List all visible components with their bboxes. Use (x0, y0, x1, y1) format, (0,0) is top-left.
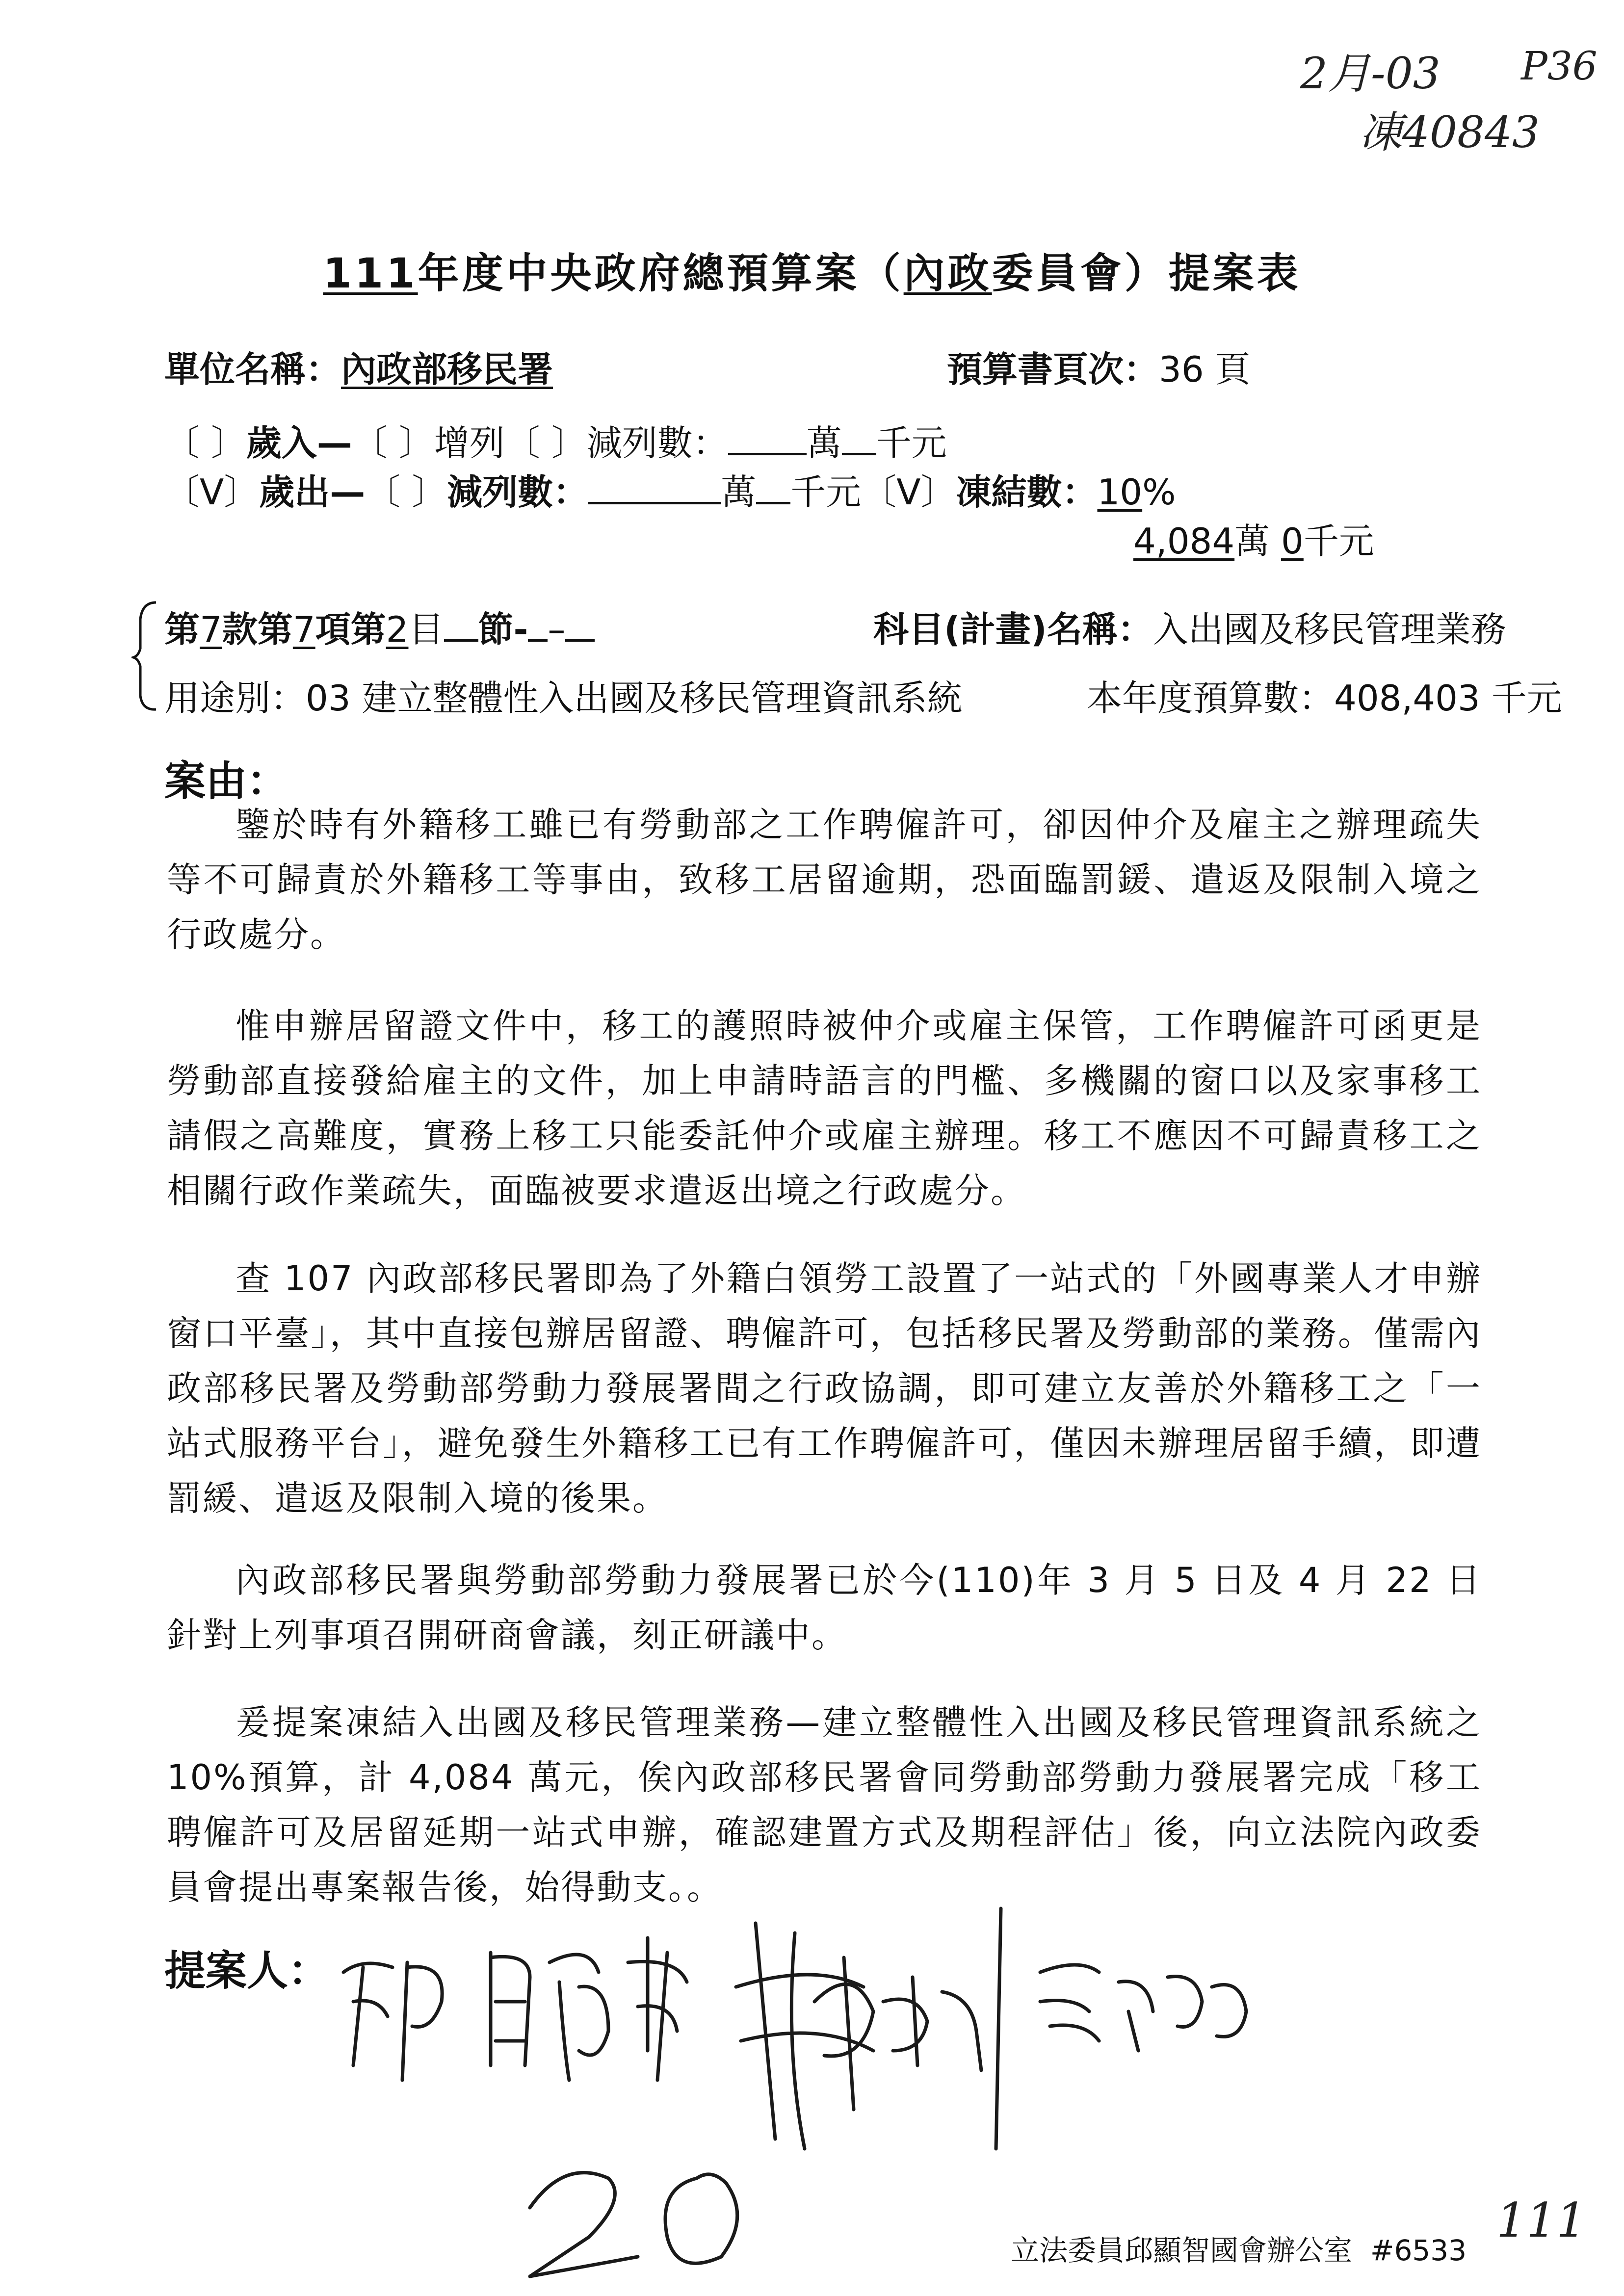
freeze-qian-unit: 千元 (1303, 521, 1374, 562)
paragraph-2: 惟申辦居留證文件中，移工的護照時被仲介或雇主保管，工作聘僱許可函更是勞動部直接發給雇主的文件，加上申請時語言的門檻、多機關的窗口以及家事移工請假之高難度，實務上移工只能委託仲介或雇主辦理。移工不應因不可歸責移工之相關行政作業疏失，面臨被要求遣返出境之行政處分。 (167, 1006, 1482, 1211)
jie-blank-3 (565, 610, 595, 642)
title-post: 委員會）提案表 (992, 249, 1301, 297)
title-committee: 內政 (903, 249, 992, 297)
item-row (164, 601, 595, 652)
unit-value: 內政部移民署 (341, 349, 553, 390)
footer-office (1011, 2227, 1467, 2269)
expenditure-wan: 萬 (721, 471, 757, 513)
revenue-decrease-label: 減列數： (586, 422, 728, 464)
revenue-wan-blank (728, 423, 807, 455)
revenue-row (164, 415, 947, 466)
revenue-label: 歲入— (246, 422, 352, 464)
expenditure-decrease-checkbox: 〔 〕 (365, 471, 447, 513)
mu-label: 目 (408, 609, 444, 650)
mu-number: 2 (386, 609, 409, 650)
freeze-amount-row (1133, 513, 1374, 564)
paragraph-1: 鑒於時有外籍移工雖已有勞動部之工作聘僱許可，卻因仲介及雇主之辦理疏失等不可歸責於外籍移工等事由，致移工居留逾期，恐面臨罰鍰、遣返及限制入境之行政處分。 (167, 805, 1482, 955)
footer-handwritten-mark: 111 (1496, 2193, 1587, 2248)
freeze-amount-wan: 4,084 (1133, 521, 1235, 562)
subject-value: 入出國及移民管理業務 (1153, 609, 1506, 650)
page-label: 預算書頁次： (947, 349, 1159, 390)
subject-label: 科目(計畫)名稱： (873, 609, 1153, 650)
expenditure-row (164, 464, 1176, 515)
unit-label: 單位名稱： (164, 349, 341, 390)
budget-page-row (947, 341, 1251, 392)
revenue-qian-blank (842, 423, 876, 455)
use-label: 用途別： (164, 678, 306, 719)
freeze-percent: 10 (1097, 471, 1143, 513)
footer-code: #6533 (1370, 2234, 1467, 2267)
signature-number: 20 (530, 2154, 555, 2176)
revenue-increase-checkbox: 〔 〕 (352, 422, 434, 464)
subject-row (873, 601, 1506, 652)
freeze-wan-unit: 萬 (1234, 521, 1270, 562)
xiang-number: 7 (292, 609, 315, 650)
handwritten-annotation-page: P36 (1521, 43, 1598, 89)
footer-office-name: 立法委員邱顯智國會辦公室 (1011, 2234, 1353, 2267)
revenue-qian: 千元 (876, 422, 947, 464)
jie-blank-2 (528, 610, 548, 642)
title-pre: 年度中央政府總預算案（ (418, 249, 904, 297)
budget-label: 本年度預算數： (1087, 678, 1335, 719)
handwritten-annotation-date: 2月-03 (1300, 48, 1441, 99)
unit-row (164, 341, 553, 392)
expenditure-qian-blank (756, 472, 790, 504)
brace-bracket (131, 600, 161, 712)
budget-row (1087, 670, 1562, 721)
expenditure-label: 歲出— (259, 471, 366, 513)
expenditure-decrease-label: 減列數： (447, 471, 589, 513)
budget-value: 408,403 千元 (1334, 678, 1562, 719)
revenue-decrease-checkbox: 〔 〕 (504, 422, 587, 464)
page-title (0, 240, 1624, 300)
use-value: 03 建立整體性入出國及移民管理資訊系統 (306, 678, 963, 719)
paragraph-5: 爰提案凍結入出國及移民管理業務—建立整體性入出國及移民管理資訊系統之 10%預算，計 4,084 萬元，俟內政部移民署會同勞動部勞動力發展署完成「移工聘僱許可及居留延期一站式申辦，確認建置方式及期程評估」後，向立法院內政委員會提出專案報告後，始得動支。。 (167, 1702, 1482, 1907)
freeze-percent-sign: % (1142, 471, 1176, 513)
kuan-prefix: 第 (164, 609, 200, 650)
kuan-label: 款第 (222, 609, 293, 650)
jie-blank (444, 610, 478, 642)
title-year: 111 (323, 249, 418, 297)
revenue-increase-label: 增列 (434, 422, 505, 464)
revenue-wan: 萬 (806, 422, 842, 464)
revenue-checkbox: 〔 〕 (164, 422, 246, 464)
paragraph-4: 內政部移民署與勞動部勞動力發展署已於今(110)年 3 月 5 日及 4 月 22 日針對上列事項召開研商會議，刻正研議中。 (167, 1560, 1482, 1655)
kuan-number: 7 (200, 609, 222, 650)
reason-heading: 案由： (164, 757, 288, 805)
freeze-amount-qian: 0 (1281, 521, 1304, 562)
handwritten-annotation-freeze: 凍40843 (1359, 107, 1540, 157)
freeze-label: 凍結數： (956, 471, 1098, 513)
proposer-label: 提案人： (164, 1947, 330, 1995)
expenditure-wan-blank (588, 472, 721, 504)
paragraph-3: 查 107 內政部移民署即為了外籍白領勞工設置了一站式的「外國專業人才申辦窗口平臺」，其中直接包辦居留證、聘僱許可，包括移民署及勞動部的業務。僅需內政部移民署及勞動部勞動力發展署間之行政協調，即可建立友善於外籍移工之「一站式服務平台」，避免發生外籍移工已有工作聘僱許可，僅因未辦理居留手續，即遭罰緩、遣返及限制入境的後果。 (167, 1258, 1482, 1518)
use-row (164, 670, 963, 721)
freeze-checkbox: 〔V〕 (861, 471, 956, 513)
jie-label: 節- (478, 609, 528, 650)
jie-dash: – (548, 609, 566, 650)
expenditure-checkbox: 〔V〕 (164, 471, 260, 513)
expenditure-qian: 千元 (790, 471, 862, 513)
xiang-label: 項第 (315, 609, 386, 650)
page-value: 36 頁 (1159, 349, 1251, 390)
